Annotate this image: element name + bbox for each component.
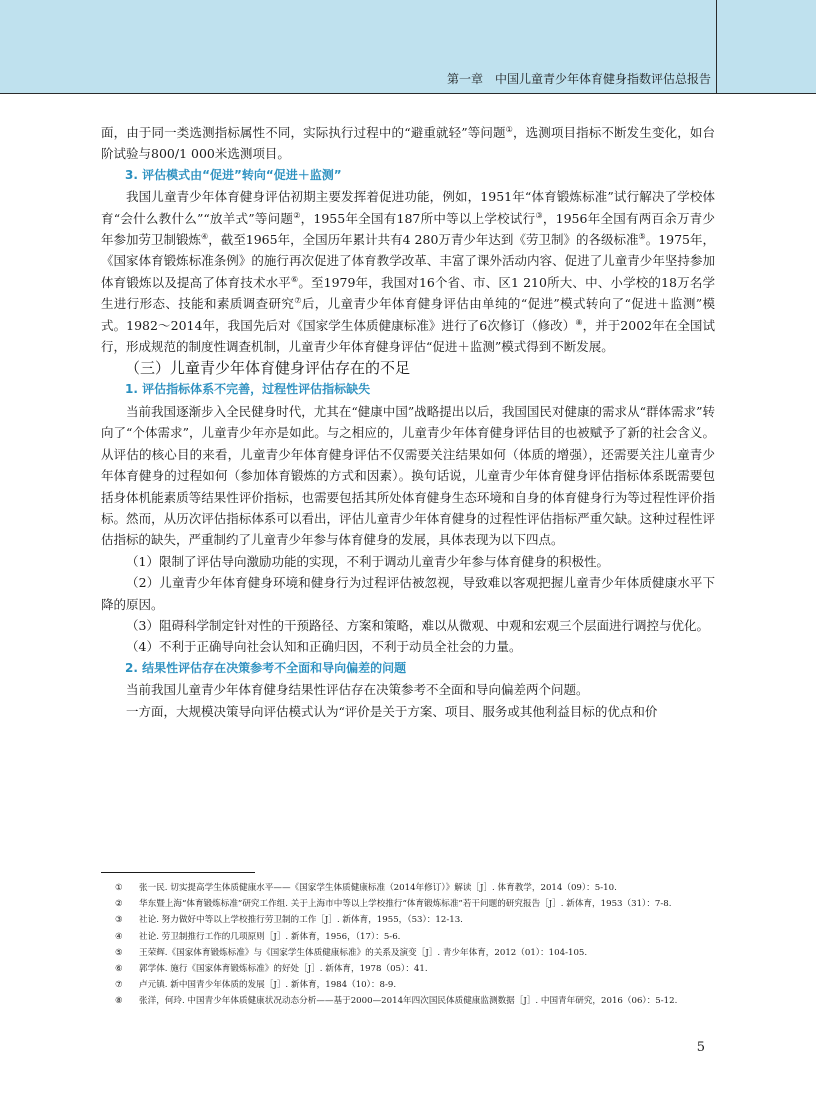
subheading-2: 2. 结果性评估存在决策参考不全面和导向偏差的问题 [125,660,407,675]
list-item-2: （2）儿童青少年体育健身环境和健身行为过程评估被忽视，导致难以客观把握儿童青少年体质健康水平下降的原因。 [101,575,715,612]
paragraph-continuation: 面，由于同一类选测指标属性不同，实际执行过程中的“避重就轻”等问题①，选测项目指标不断发生变化，如台阶试验与800/1 000米选测项目。 [101,124,715,162]
footnote-item: ⑥ 郭学体. 施行《国家体育锻炼标准》的好处［J］. 新体育，1978（05）：41. [115,964,428,975]
footnote-ref[interactable]: ⑥ [290,274,299,284]
footnote-ref[interactable]: ② [293,210,301,220]
footnote-ref[interactable]: ③ [535,210,543,220]
section-heading: （三）儿童青少年体育健身评估存在的不足 [125,359,411,378]
footnote-ref[interactable]: ① [505,124,513,134]
footnotes [101,880,715,1010]
paragraph-promotion-history: 我国儿童青少年体育健身评估初期主要发挥着促进功能，例如，1951年“体育锻炼标准”试行解决了学校体育“会什么教什么”“放羊式”等问题②，1955年全国有187所中等以上学校试行③，1956年全国有两百余万青少年参加劳卫制锻炼④，截至1965年，全国历年累计共有4 280万青少年达到《劳卫制》的各级标准⑤。1975年，《国家体育锻炼标准条例》的施行再次促进了体育教学改革、丰富了课外活动内容、促进了儿童青少年坚持参加体育锻炼以及提高了体育技术水平⑥。至1979年，我国对16个省、市、区1 210所大、中、小学校的18万名学生进行形态、技能和素质调查研究⑦后，儿童青少年体育健身评估由单纯的“促进”模式转向了“促进＋监测”模式。1982～2014年，我国先后对《国家学生体质健康标准》进行了6次修订（修改）⑧，并于2002年在全国试行，形成规范的制度性调查机制，儿童青少年体育健身评估“促进＋监测”模式得到不断发展。 [101,189,716,355]
footnote-item: ③ 社论. 努力做好中等以上学校推行劳卫制的工作［J］. 新体育，1955，（53）：12-13. [115,915,463,926]
footnote-item: ⑧ 张洋，何玲. 中国青少年体质健康状况动态分析——基于2000—2014年四次国民体质健康监测数据［J］. 中国青年研究，2016（06）：5-12. [115,996,678,1007]
header-divider-vertical [716,0,717,93]
footnote-ref[interactable]: ④ [201,231,209,241]
main-text [101,122,715,722]
list-item-1: （1）限制了评估导向激励功能的实现，不利于调动儿童青少年参与体育健身的积极性。 [126,553,609,569]
chapter-title: 第一章 中国儿童青少年体育健身指数评估总报告 [446,72,711,86]
header-divider-horizontal [0,93,816,94]
list-item-4: （4）不利于正确导向社会认知和正确归因，不利于动员全社会的力量。 [126,639,522,655]
list-item-3: （3）阻碍科学制定针对性的干预路径、方案和策略，难以从微观、中观和宏观三个层面进行调控与优化。 [126,617,709,633]
paragraph-result-evaluation: 当前我国儿童青少年体育健身结果性评估存在决策参考不全面和导向偏差两个问题。 [126,682,589,698]
footnote-item: ② 华东暨上海“体育锻炼标准”研究工作组. 关于上海市中等以上学校推行“体育锻炼标准”若干问题的研究报告［J］. 新体育，1953（31）：7-8. [115,899,672,910]
page-number: 5 [696,1040,705,1055]
footnote-item: ⑦ 卢元镇. 新中国青少年体质的发展［J］. 新体育，1984（10）：8-9. [115,980,397,991]
footnote-item: ④ 社论. 劳卫制推行工作的几项原则［J］. 新体育，1956，（17）：5-6. [115,931,401,942]
footnote-ref[interactable]: ⑤ [638,231,646,241]
subheading-3: 3. 评估模式由“促进”转向“促进＋监测” [125,167,342,182]
footnote-item: ① 张一民. 切实提高学生体质健康水平——《国家学生体质健康标准（2014年修订）》解读［J］. 体育教学，2014（09）：5-10. [115,883,617,893]
paragraph-one-hand: 一方面，大规模决策导向评估模式认为“评价是关于方案、项目、服务或其他利益目标的优点和价 [126,703,658,719]
footnote-divider [101,872,255,873]
paragraph-indicator-system: 当前我国逐渐步入全民健身时代，尤其在“健康中国”战略提出以后，我国国民对健康的需求从“群体需求”转向了“个体需求”，儿童青少年亦是如此。与之相应的，儿童青少年体育健身评估目的也被赋予了新的社会含义。从评估的核心目的来看，儿童青少年体育健身评估不仅需要关注结果如何（体质的增强），还需要关注儿童青少年体育健身的过程如何（参加体育锻炼的方式和因素）。换句话说，儿童青少年体育健身评估指标体系既需要包括身体机能素质等结果性评价指标，也需要包括其所处体育健身生态环境和自身的体育健身行为等过程性评价指标。然而，从历次评估指标体系可以看出，评估儿童青少年体育健身的过程性评估指标严重欠缺。这种过程性评估指标的缺失，严重制约了儿童青少年参与体育健身的发展，具体表现为以下四点。 [101,403,715,548]
footnote-ref[interactable]: ⑦ [294,296,302,306]
subheading-1: 1. 评估指标体系不完善，过程性评估指标缺失 [125,382,371,397]
footnote-item: ⑤ 王荣辉.《国家体育锻炼标准》与《国家学生体质健康标准》的关系及演变［J］. 青少年体育，2012（01）：104-105. [115,947,588,958]
footnote-ref[interactable]: ⑧ [575,317,583,327]
